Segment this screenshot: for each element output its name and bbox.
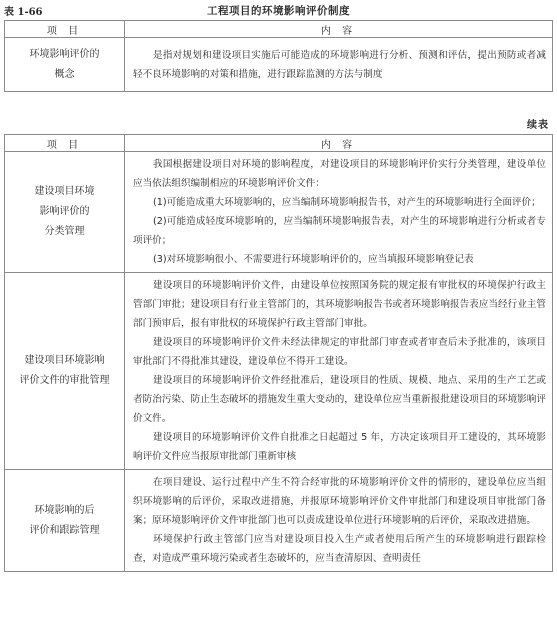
table-caption: [4, 3, 553, 17]
row-item-cell: [5, 273, 125, 470]
row-item-line: 分类管理: [44, 226, 85, 237]
row-item-line: 建设项目环境: [34, 186, 95, 197]
table-row: [5, 152, 553, 273]
header-content: 内 容: [125, 21, 553, 38]
row-content-paragraph: 建设项目的环境影响评价文件，由建设单位按照国务院的规定报有审批权的环境保护行政主管部门审批；建设项目有行业主管部门的，其环境影响报告书或者环境影响报告表应当经行业主管部门预审后，报有审批权的环境保护行政主管部门审批。: [133, 280, 546, 329]
row-item-line: 评价文件的审批管理: [19, 375, 110, 386]
table-row: [5, 470, 553, 572]
row-content-cell: [125, 273, 553, 470]
header-item: 项 目: [5, 135, 125, 152]
row-item-cell: [5, 470, 125, 572]
continued-label: 续表: [527, 120, 549, 131]
header-item: 项 目: [5, 21, 125, 38]
table-part-2: [4, 134, 553, 572]
row-item-line: 环境影响的后: [34, 504, 95, 516]
table-header-row: [5, 135, 553, 152]
row-item-line: 概念: [54, 68, 75, 80]
row-content-paragraph: (1)可能造成重大环境影响的，应当编制环境影响报告书，对产生的环境影响进行全面评价；: [153, 197, 541, 208]
table-row: [5, 38, 553, 92]
row-item-cell: [5, 152, 125, 273]
row-content-paragraph: (2)可能造成轻度环境影响的，应当编制环境影响报告表，对产生的环境影响进行分析或者专项评价；: [133, 216, 546, 246]
row-content-cell: [125, 470, 553, 572]
row-content-paragraph: (3)对环境影响很小、不需要进行环境影响评价的，应当填报环境影响登记表: [153, 254, 474, 265]
row-item-line: 评价和跟踪管理: [29, 524, 100, 536]
row-content-paragraph: 环境保护行政主管部门应当对建设项目投入生产或者使用后所产生的环境影响进行跟踪检查，对造成严重环境污染或者生态破坏的，应当查清原因、查明责任: [133, 534, 546, 564]
header-content: 内 容: [125, 135, 553, 152]
table-header-row: [5, 21, 553, 38]
row-content-cell: [125, 38, 553, 92]
row-content-cell: [125, 152, 553, 273]
table-row: [5, 273, 553, 470]
row-item-line: 影响评价的: [39, 206, 90, 217]
table-number: 表 1-66: [4, 7, 43, 18]
row-item-line: 建设项目环境影响: [24, 355, 105, 366]
row-item-cell: [5, 38, 125, 92]
row-item-line: 环境影响评价的: [29, 48, 100, 60]
row-content-paragraph: 建设项目的环境影响评价文件自批准之日起超过 5 年，方决定该项目开工建设的，其环境影响评价文件应当报原审批部门重新审核: [133, 432, 546, 462]
row-content-paragraph: 建设项目的环境影响评价文件未经法律规定的审批部门审查或者审查后未予批准的，该项目审批部门不得批准其建设，建设单位不得开工建设。: [133, 337, 546, 367]
row-content-paragraph: 是指对规划和建设项目实施后可能造成的环境影响进行分析、预测和评估，提出预防或者减轻不良环境影响的对策和措施，进行跟踪监测的方法与制度: [133, 49, 546, 80]
row-content-paragraph: 建设项目的环境影响评价文件经批准后，建设项目的性质、规模、地点、采用的生产工艺或者防治污染、防止生态破坏的措施发生重大变动的，建设单位应当重新报批建设项目的环境影响评价文件。: [133, 375, 546, 424]
row-content-paragraph: 我国根据建设项目对环境的影响程度，对建设项目的环境影响评价实行分类管理，建设单位应当依法组织编制相应的环境影响评价文件：: [133, 159, 546, 189]
table-part-1: [4, 20, 553, 92]
row-content-paragraph: 在项目建设、运行过程中产生不符合经审批的环境影响评价文件的情形的，建设单位应当组织环境影响的后评价，采取改进措施，并报原环境影响评价文件审批部门和建设项目审批部门备案；原环境影响评价文件审批部门也可以责成建设单位进行环境影响的后评价，采取改进措施。: [133, 477, 546, 526]
table-title: 工程项目的环境影响评价制度: [207, 5, 350, 17]
